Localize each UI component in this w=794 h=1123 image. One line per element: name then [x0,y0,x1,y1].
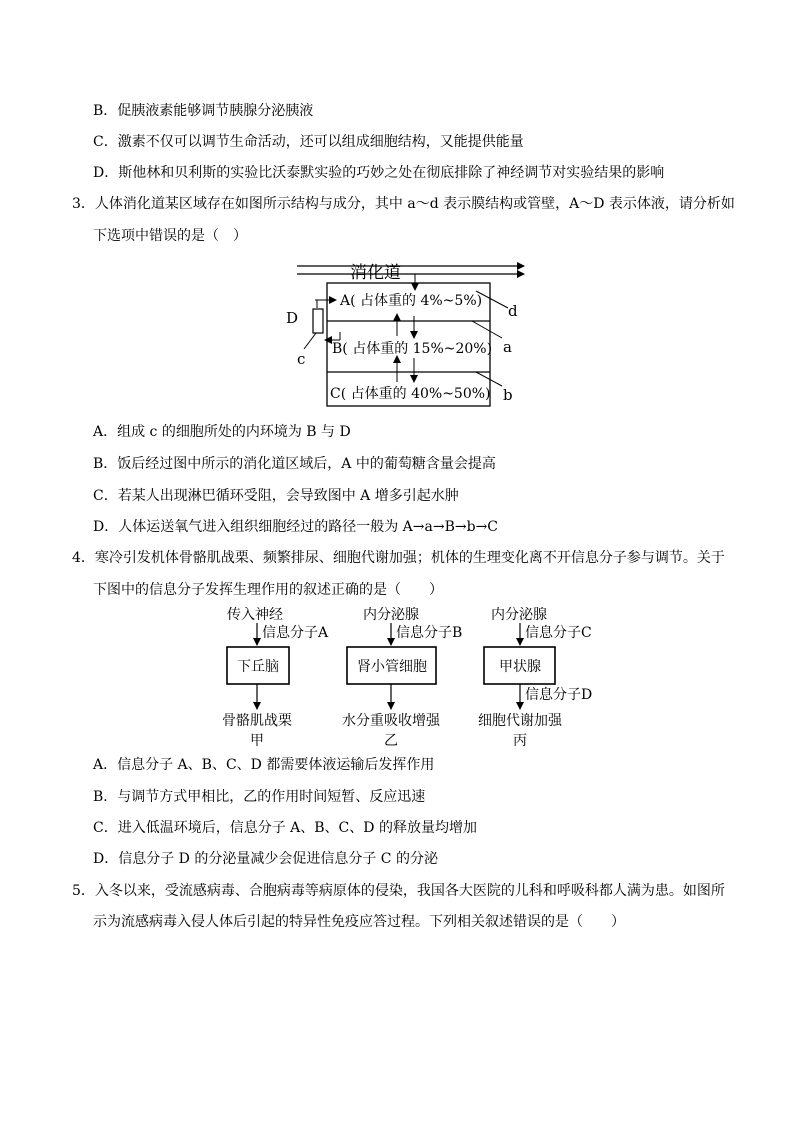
q4-jia-signal: 信息分子A [262,625,329,641]
q2-option-c: C．激素不仅可以调节生命活动，还可以组成细胞结构，又能提供能量 [93,134,524,150]
q4-jia-source: 传入神经 [227,607,283,623]
q4-bing-output: 信息分子D [525,687,593,703]
q3-fig-label-b: b [503,386,513,404]
q4-diagram [215,603,615,750]
q2-option-b: B．促胰液素能够调节胰腺分泌胰液 [93,103,314,119]
q4-bing-name: 丙 [513,733,527,749]
q4-bing-signal: 信息分子C [525,625,592,641]
q3-diagram [280,258,540,408]
q4-bing-effect: 细胞代谢加强 [478,713,562,729]
q4-option-c: C．进入低温环境后，信息分子 A、B、C、D 的释放量均增加 [93,820,477,836]
q4-jia-target: 下丘脑 [237,659,279,675]
q3-option-d: D．人体运送氧气进入组织细胞经过的路径一般为 A→a→B→b→C [93,519,499,535]
q4-yi-target: 肾小管细胞 [357,659,427,675]
q4-yi-source: 内分泌腺 [363,607,419,623]
q5-stem-line1: 5．入冬以来，受流感病毒、合胞病毒等病原体的侵染，我国各大医院的儿科和呼吸科都人满为患。如图所 [72,883,725,899]
q5-stem-line2: 示为流感病毒入侵人体后引起的特异性免疫应答过程。下列相关叙述错误的是（ ） [93,914,625,930]
q3-fig-label-c: c [297,350,306,368]
q3-fig-title: 消化道 [350,263,401,283]
q4-option-b: B．与调节方式甲相比，乙的作用时间短暂、反应迅速 [93,789,426,805]
q3-fig-compartment-b: B( 占体重的 15%~20%) [332,341,493,357]
q4-yi-name: 乙 [384,733,398,749]
q3-option-c: C．若某人出现淋巴循环受阻，会导致图中 A 增多引起水肿 [93,488,459,504]
q3-stem-line2: 下选项中错误的是（ ） [93,228,247,244]
q4-stem-line2: 下图中的信息分子发挥生理作用的叙述正确的是（ ） [93,582,443,598]
q4-bing-target: 甲状腺 [499,659,541,675]
q4-option-a: A．信息分子 A、B、C、D 都需要体液运输后发挥作用 [93,757,435,773]
q3-option-b: B．饭后经过图中所示的消化道区域后，A 中的葡萄糖含量会提高 [93,456,496,472]
q3-stem-line1: 3．人体消化道某区域存在如图所示结构与成分，其中 a～d 表示膜结构或管壁，A～D 表示体液，请分析如 [72,196,735,212]
q3-option-a: A．组成 c 的细胞所处的内环境为 B 与 D [93,424,351,440]
q4-jia-effect: 骨骼肌战栗 [222,713,292,729]
q3-fig-label-a: a [503,338,512,356]
q4-yi-effect: 水分重吸收增强 [342,713,440,729]
q4-jia-name: 甲 [250,733,264,749]
q4-stem-line1: 4．寒冷引发机体骨骼肌战栗、频繁排尿、细胞代谢加强；机体的生理变化离不开信息分子参与调节。关于 [72,550,725,566]
q4-option-d: D．信息分子 D 的分泌量减少会促进信息分子 C 的分泌 [93,851,438,867]
q4-bing-source: 内分泌腺 [491,607,547,623]
q2-option-d: D．斯他林和贝利斯的实验比沃泰默实验的巧妙之处在彻底排除了神经调节对实验结果的影响 [93,165,665,181]
q3-fig-compartment-a: A( 占体重的 4%~5%) [340,293,483,309]
q4-yi-signal: 信息分子B [396,625,463,641]
q3-fig-label-d: d [508,302,518,320]
q3-fig-compartment-c: C( 占体重的 40%~50%) [330,386,491,402]
q3-fig-label-D: D [286,309,299,327]
